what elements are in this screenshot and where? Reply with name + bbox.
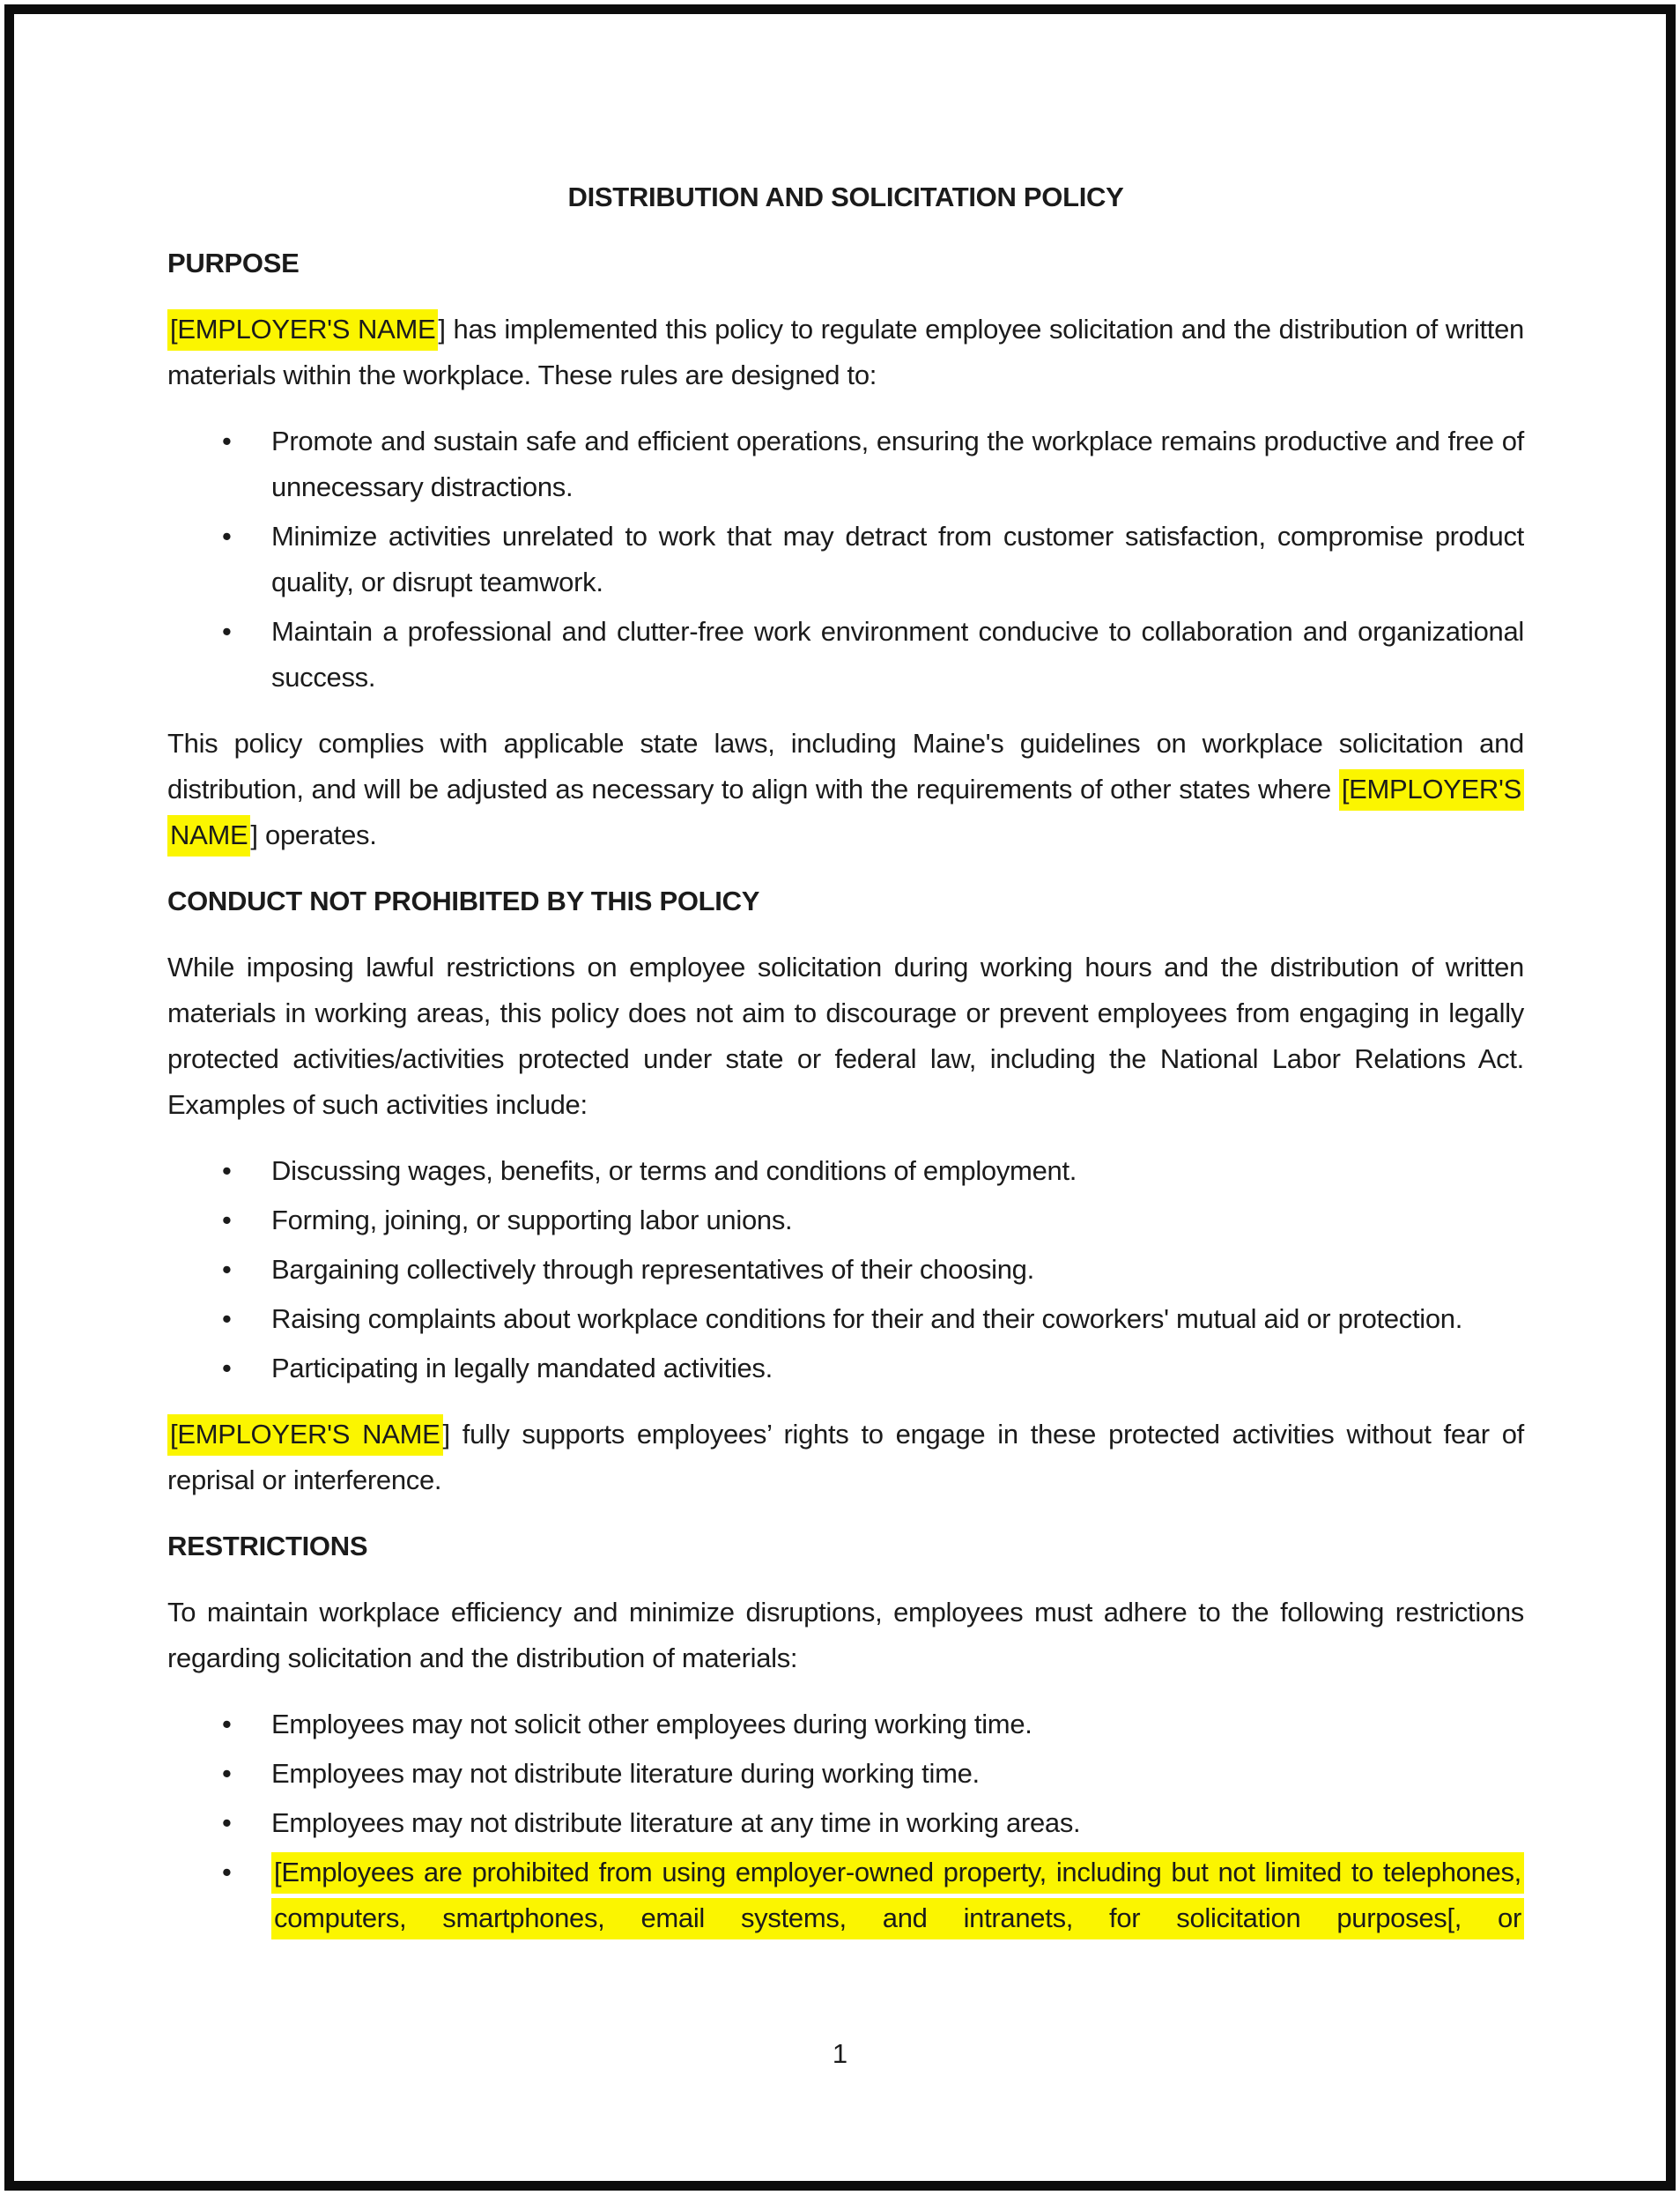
- paragraph: [167, 307, 1524, 398]
- bullet-icon: •: [222, 1758, 232, 1789]
- list-item: [222, 609, 1524, 701]
- highlighted-text: [EMPLOYER'S NAME: [167, 309, 438, 351]
- highlighted-text: [EMPLOYER'S NAME: [167, 1414, 443, 1456]
- bullet-icon: •: [222, 1254, 232, 1285]
- bullet-icon: •: [222, 1205, 232, 1235]
- list-item: [222, 1702, 1524, 1747]
- text-run: While imposing lawful restrictions on employee solicitation during working hours and the distribution of written materials in working areas, this policy does not aim to discourage or prevent employees from engaging in legally protected activities/activities protected under state or federal law, including the National Labor Relations Act. Examples of such activities include:: [167, 952, 1524, 1120]
- text-run: To maintain workplace efficiency and minimize disruptions, employees must adhere to the following restrictions regarding solicitation and the distribution of materials:: [167, 1597, 1524, 1673]
- page-number: 1: [832, 2038, 848, 2069]
- bullet-icon: •: [222, 1155, 232, 1186]
- text-run: Participating in legally mandated activities.: [271, 1353, 773, 1383]
- text-run: Raising complaints about workplace conditions for their and their coworkers' mutual aid or protection.: [271, 1303, 1463, 1334]
- text-run: Promote and sustain safe and efficient operations, ensuring the workplace remains productive and free of unnecessary distractions.: [271, 426, 1524, 502]
- text-run: Minimize activities unrelated to work that may detract from customer satisfaction, compromise product quality, or disrupt teamwork.: [271, 521, 1524, 597]
- paragraph: [167, 721, 1524, 858]
- list-item: [222, 1346, 1524, 1391]
- paragraph: [167, 1412, 1524, 1503]
- bullet-icon: •: [222, 616, 232, 647]
- list-item: [222, 1800, 1524, 1846]
- list-item: [222, 1198, 1524, 1243]
- list-item: [222, 419, 1524, 510]
- paragraph: [167, 1590, 1524, 1681]
- bullet-icon: •: [222, 426, 232, 456]
- bullet-list: [167, 1148, 1524, 1391]
- text-run: ] operates.: [250, 819, 377, 850]
- list-item: [222, 514, 1524, 605]
- bullet-list: [167, 1702, 1524, 1941]
- bullet-icon: •: [222, 1857, 232, 1887]
- bullet-icon: •: [222, 1353, 232, 1383]
- document-content: [167, 174, 1524, 1961]
- highlighted-text: [Employees are prohibited from using employer-owned property, including but not limited to telephones, computers, smartphones, email systems, and intranets, for solicitation purposes[, or: [271, 1852, 1524, 1939]
- section-heading: RESTRICTIONS: [167, 1531, 368, 1561]
- text-run: ] fully supports employees’ rights to engage in these protected activities without fear of reprisal or interference.: [167, 1419, 1524, 1495]
- text-run: Employees may not distribute literature at any time in working areas.: [271, 1807, 1081, 1838]
- bullet-icon: •: [222, 1303, 232, 1334]
- text-run: This policy complies with applicable state laws, including Maine's guidelines on workplace solicitation and distribution, and will be adjusted as necessary to align with the requirements of other states where: [167, 728, 1524, 805]
- list-item: [222, 1247, 1524, 1293]
- bullet-icon: •: [222, 1709, 232, 1739]
- text-run: Maintain a professional and clutter-free work environment conducive to collaboration and organizational success.: [271, 616, 1524, 693]
- highlighted-text: [EMPLOYER'S NAME: [167, 769, 1524, 856]
- list-item: [222, 1296, 1524, 1342]
- text-run: Forming, joining, or supporting labor unions.: [271, 1205, 793, 1235]
- text-run: Discussing wages, benefits, or terms and conditions of employment.: [271, 1155, 1077, 1186]
- text-run: ] has implemented this policy to regulate employee solicitation and the distribution of written materials within the workplace. These rules are designed to:: [167, 314, 1524, 390]
- bullet-icon: •: [222, 521, 232, 552]
- section-heading: PURPOSE: [167, 248, 300, 278]
- text-run: Employees may not solicit other employees during working time.: [271, 1709, 1032, 1739]
- list-item: [222, 1148, 1524, 1194]
- bullet-list: [167, 419, 1524, 701]
- list-item: [222, 1751, 1524, 1797]
- section-heading: CONDUCT NOT PROHIBITED BY THIS POLICY: [167, 886, 760, 916]
- document-title: DISTRIBUTION AND SOLICITATION POLICY: [567, 182, 1124, 212]
- list-item: [222, 1850, 1524, 1941]
- text-run: Employees may not distribute literature during working time.: [271, 1758, 980, 1789]
- text-run: Bargaining collectively through representatives of their choosing.: [271, 1254, 1034, 1285]
- paragraph: [167, 945, 1524, 1128]
- bullet-icon: •: [222, 1807, 232, 1838]
